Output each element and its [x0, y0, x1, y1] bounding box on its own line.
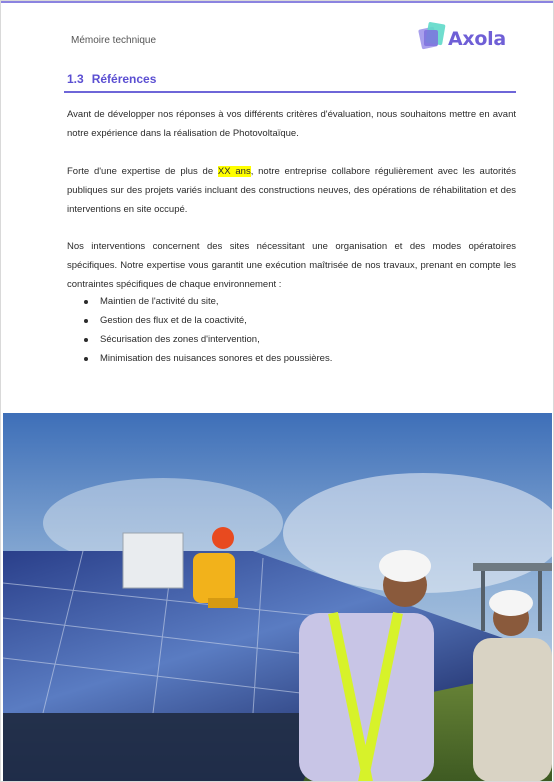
axola-logo: [418, 20, 518, 56]
heading-underline: [64, 91, 516, 93]
paragraph-expertise: [67, 162, 516, 219]
panel-underside: [3, 713, 333, 782]
list-item: Sécurisation des zones d'intervention,: [82, 330, 332, 349]
list-item: Maintien de l'activité du site,: [82, 292, 332, 311]
section-title: Références: [91, 72, 157, 86]
list-item: Minimisation des nuisances sonores et des poussières.: [82, 349, 332, 368]
logo-wordmark: Axola: [448, 28, 506, 50]
section-heading: [67, 72, 156, 86]
equipment-box: [123, 533, 183, 588]
paragraph-intro: Avant de développer nos réponses à vos différents critères d'évaluation, nous souhaitons mettre en avant notre expérience dans la réalisation de Photovoltaïque.: [67, 109, 516, 139]
document-label: Mémoire technique: [71, 35, 157, 46]
expertise-text-end: , notre entreprise collabore régulièrement avec les autorités publiques sur des projets variés incluant des constructions neuves, des opérations de réhabilitation et des interventions en site occupé.: [67, 166, 516, 215]
paragraph-interventions: Nos interventions concernent des sites nécessitant une organisation et des modes opératoires spécifiques. Notre expertise vous garantit une exécution maîtrisée de nos travaux, prenant en compte les contraintes spécifiques de chaque environnement :: [67, 241, 516, 290]
list-item: Gestion des flux et de la coactivité,: [82, 311, 332, 330]
top-accent-rule: [0, 0, 554, 3]
highlighted-years: XX ans: [217, 166, 251, 177]
expertise-text-start: Forte d'une expertise de plus de: [67, 166, 218, 177]
logo-mark-icon: [418, 20, 448, 52]
solar-installation-photo: [3, 413, 552, 782]
section-number: 1.3: [67, 72, 84, 86]
constraints-list: [82, 292, 332, 368]
